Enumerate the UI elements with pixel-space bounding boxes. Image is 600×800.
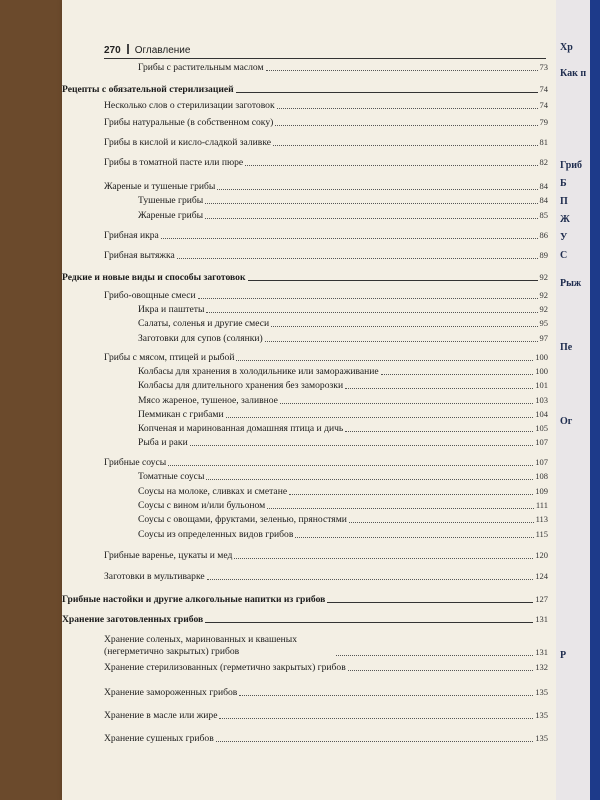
toc-entry-page: 79 [539, 117, 548, 127]
cover-stripe [590, 0, 600, 800]
book-page [62, 0, 562, 800]
toc-entry [138, 500, 548, 511]
toc-entry [104, 632, 548, 658]
dot-leader [349, 521, 534, 523]
dot-leader [177, 257, 538, 259]
dot-leader [198, 297, 538, 299]
toc-entry-page: 85 [539, 210, 548, 220]
dot-leader [345, 430, 533, 432]
dot-leader [280, 402, 533, 404]
toc-entry-page: 74 [539, 100, 548, 110]
dot-leader [266, 69, 538, 71]
toc-entry-page: 82 [539, 157, 548, 167]
toc-entry-page: 132 [535, 662, 548, 672]
toc-entry [104, 290, 548, 301]
dot-leader [345, 387, 533, 389]
toc-section [62, 614, 548, 625]
dot-leader [239, 694, 533, 696]
toc-entry-page: 92 [539, 304, 548, 314]
toc-entry-title: Грибы с мясом, птицей и рыбой [104, 352, 235, 363]
toc-entry-page: 74 [539, 84, 548, 94]
toc-entry-page: 73 [539, 62, 548, 72]
dot-leader [265, 340, 538, 342]
toc-entry [138, 486, 548, 497]
toc-entry [104, 117, 548, 128]
toc-entry-title: Жареные и тушеные грибы [104, 181, 216, 192]
toc-entry [138, 304, 548, 315]
dot-leader [248, 279, 538, 281]
toc-entry [138, 514, 548, 525]
adjacent-page-text: Как п [560, 68, 587, 79]
toc-entry [104, 662, 548, 673]
dot-leader [273, 144, 537, 146]
toc-entry [104, 687, 548, 698]
toc-entry [104, 137, 548, 148]
toc-entry-page: 100 [535, 366, 548, 376]
toc-entry-title: Хранение сушеных грибов [104, 733, 214, 744]
toc-entry-title: Грибо-овощные смеси [104, 290, 196, 301]
toc-entry [138, 210, 548, 221]
toc-entry [138, 366, 548, 377]
toc-entry [138, 380, 548, 391]
dot-leader [216, 740, 534, 742]
toc-entry-page: 89 [539, 250, 548, 260]
toc-entry-page: 108 [535, 471, 548, 481]
dot-leader [190, 444, 534, 446]
toc-entry-page: 84 [539, 195, 548, 205]
toc-entry [138, 529, 548, 540]
adjacent-page-text: Гриб [560, 160, 583, 171]
toc-entry-page: 97 [539, 333, 548, 343]
toc-entry-title: Грибная вытяжка [104, 250, 175, 261]
toc-section [62, 272, 548, 283]
toc-entry-page: 115 [535, 529, 548, 539]
toc-entry-title: Грибные соусы [104, 457, 167, 468]
page-number: 270 [104, 45, 121, 56]
toc-entry-title: Колбасы для длительного хранения без заморозки [138, 380, 344, 391]
toc-entry-page: 86 [539, 230, 548, 240]
toc-entry [104, 157, 548, 168]
toc-entry-page: 105 [535, 423, 548, 433]
toc-entry-page: 131 [535, 614, 548, 624]
toc-entry-title: Грибы в кислой и кисло-сладкой заливке [104, 137, 272, 148]
toc-section [62, 84, 548, 95]
adjacent-page-text: Рыж [560, 278, 582, 289]
dot-leader [336, 654, 533, 656]
toc-entry-page: 103 [535, 395, 548, 405]
dot-leader [348, 669, 534, 671]
toc-entry-page: 104 [535, 409, 548, 419]
toc-entry [104, 230, 548, 241]
dot-leader [289, 493, 533, 495]
toc-entry [104, 733, 548, 744]
toc-entry [104, 550, 548, 561]
toc-entry [138, 62, 548, 73]
toc-entry-title: Рыба и раки [138, 437, 188, 448]
toc-entry [104, 571, 548, 582]
dot-leader [226, 416, 534, 418]
dot-leader [205, 202, 537, 204]
toc-section [62, 594, 548, 605]
toc-entry-page: 113 [535, 514, 548, 524]
dot-leader [267, 507, 534, 509]
adjacent-page-text: Ж [560, 214, 570, 225]
toc-entry-title: Заготовки для супов (солянки) [138, 333, 263, 344]
toc-entry-title: Несколько слов о стерилизации заготовок [104, 100, 275, 111]
adjacent-page-text: Пе [560, 342, 573, 353]
toc-entry-page: 84 [539, 181, 548, 191]
toc-entry-page: 135 [535, 733, 548, 743]
dot-leader [381, 373, 534, 375]
toc-entry [104, 457, 548, 468]
adjacent-page-text: С [560, 250, 568, 261]
adjacent-page-text: Хр [560, 42, 573, 53]
toc-entry-page: 111 [535, 500, 548, 510]
dot-leader [236, 359, 533, 361]
toc-entry-title: Салаты, соленья и другие смеси [138, 318, 270, 329]
toc-entry-title: Хранение соленых, маринованных и квашеных (негерметично закрытых) грибов [104, 634, 298, 657]
toc-entry-page: 124 [535, 571, 548, 581]
dot-leader [206, 311, 537, 313]
toc-entry [104, 181, 548, 192]
toc-entry-page: 135 [535, 687, 548, 697]
toc-entry [104, 250, 548, 261]
dot-leader [205, 621, 533, 623]
toc-entry-title: Рецепты с обязательной стерилизацией [62, 84, 234, 95]
toc-entry-title: Жареные грибы [138, 210, 204, 221]
toc-entry-page: 131 [535, 647, 548, 657]
section-title: Оглавление [134, 45, 191, 56]
toc-entry-page: 107 [535, 437, 548, 447]
toc-entry [138, 318, 548, 329]
dot-leader [236, 91, 538, 93]
table-of-contents [62, 0, 562, 800]
adjacent-page-text: Ог [560, 416, 573, 427]
dot-leader [168, 464, 533, 466]
toc-entry-page: 81 [539, 137, 548, 147]
toc-entry-page: 135 [535, 710, 548, 720]
toc-entry [138, 409, 548, 420]
toc-entry [138, 333, 548, 344]
toc-entry-page: 127 [535, 594, 548, 604]
toc-entry-page: 92 [539, 290, 548, 300]
toc-entry-page: 92 [539, 272, 548, 282]
toc-entry [138, 195, 548, 206]
toc-entry [138, 437, 548, 448]
dot-leader [245, 164, 537, 166]
toc-entry [138, 423, 548, 434]
toc-entry [104, 710, 548, 721]
dot-leader [234, 557, 533, 559]
toc-entry-title: Грибы с растительным маслом [138, 62, 264, 73]
dot-leader [271, 325, 537, 327]
toc-entry-page: 120 [535, 550, 548, 560]
toc-entry-page: 109 [535, 486, 548, 496]
dot-leader [275, 124, 537, 126]
toc-entry [104, 352, 548, 363]
toc-entry-title: Хранение в масле или жире [104, 710, 218, 721]
toc-entry-title: Мясо жареное, тушеное, заливное [138, 395, 278, 406]
toc-entry-title: Соусы с овощами, фруктами, зеленью, пряностями [138, 514, 347, 525]
toc-entry-title: Грибная икра [104, 230, 159, 241]
toc-entry-title: Томатные соусы [138, 471, 205, 482]
toc-entry-title: Соусы из определенных видов грибов [138, 529, 294, 540]
toc-entry-title: Редкие и новые виды и способы заготовок [62, 272, 246, 283]
dot-leader [161, 237, 538, 239]
toc-entry-title: Тушеные грибы [138, 195, 204, 206]
dot-leader [205, 217, 537, 219]
adjacent-page [556, 0, 600, 800]
toc-entry-page: 107 [535, 457, 548, 467]
toc-entry-title: Грибы натуральные (в собственном соку) [104, 117, 274, 128]
adjacent-page-text: Р [560, 650, 567, 661]
toc-entry-title: Хранение заготовленных грибов [62, 614, 204, 625]
toc-entry [104, 100, 548, 111]
toc-entry-title: Пеммикан с грибами [138, 409, 224, 420]
toc-entry-title: Соусы на молоке, сливках и сметане [138, 486, 288, 497]
toc-entry-title: Грибы в томатной пасте или пюре [104, 157, 244, 168]
dot-leader [219, 717, 533, 719]
toc-entry-title: Хранение замороженных грибов [104, 687, 238, 698]
dot-leader [277, 107, 538, 109]
toc-entry-page: 100 [535, 352, 548, 362]
adjacent-page-text: У [560, 232, 568, 243]
toc-entry-page: 101 [535, 380, 548, 390]
toc-entry-title: Грибные настойки и другие алкогольные напитки из грибов [62, 594, 326, 605]
toc-entry-page: 95 [539, 318, 548, 328]
dot-leader [327, 601, 533, 603]
toc-entry-title: Грибные варенье, цукаты и мед [104, 550, 233, 561]
dot-leader [217, 188, 537, 190]
toc-entry-title: Копченая и маринованная домашняя птица и дичь [138, 423, 344, 434]
adjacent-page-text: Б [560, 178, 567, 189]
toc-entry [138, 471, 548, 482]
adjacent-page-text: П [560, 196, 568, 207]
toc-entry-title: Колбасы для хранения в холодильнике или замораживание [138, 366, 379, 377]
toc-entry-title: Соусы с вином и/или бульоном [138, 500, 266, 511]
toc-entry [138, 395, 548, 406]
dot-leader [207, 578, 534, 580]
dot-leader [206, 478, 533, 480]
toc-entry-title: Хранение стерилизованных (герметично закрытых) грибов [104, 662, 346, 673]
dot-leader [295, 536, 533, 538]
toc-entry-title: Икра и паштеты [138, 304, 205, 315]
toc-entry-title: Заготовки в мультиварке [104, 571, 205, 582]
